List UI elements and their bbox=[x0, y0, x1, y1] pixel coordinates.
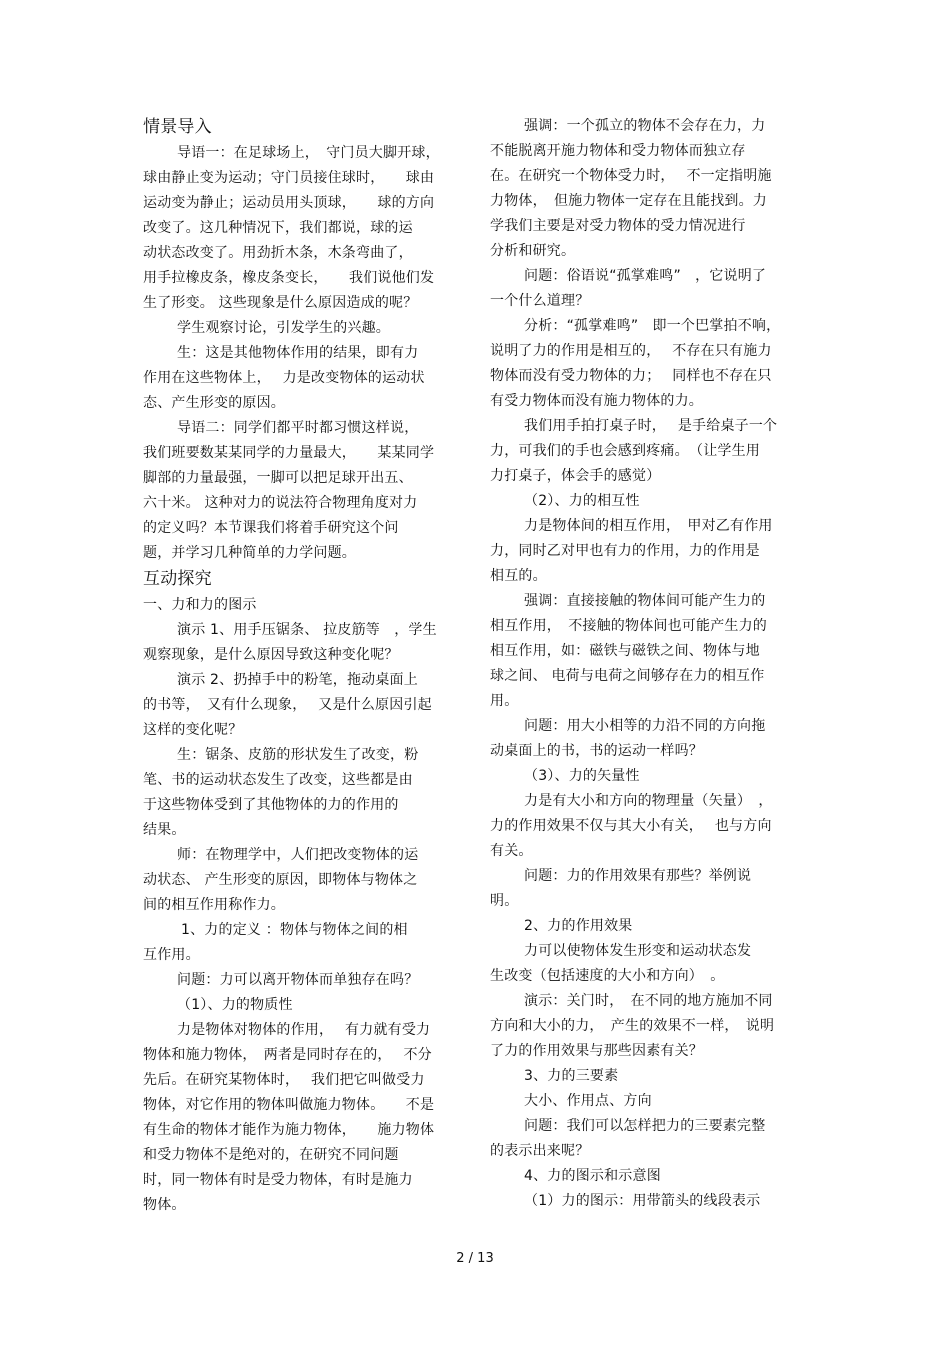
text-line: 的定义吗？本节课我们将着手研究这个问 bbox=[143, 520, 399, 536]
text-line: 于这些物体受到了其他物体的力的作用的 bbox=[143, 797, 399, 813]
text-line: 学生观察讨论，引发学生的兴趣。 bbox=[177, 320, 390, 336]
text-line: 题，并学习几种简单的力学问题。 bbox=[143, 545, 356, 561]
text-line: 运动变为静止；运动员用头顶球， 球的方向 bbox=[143, 195, 435, 211]
text-line: 了力的作用效果与那些因素有关？ bbox=[490, 1043, 703, 1059]
text-line: 先后。在研究某物体时， 我们把它叫做受力 bbox=[143, 1072, 425, 1088]
text-line: 互作用。 bbox=[143, 947, 200, 963]
text-line: 物体。 bbox=[143, 1197, 186, 1213]
text-line: 学我们主要是对受力物体的受力情况进行 bbox=[490, 218, 746, 234]
text-line: 动状态、 产生形变的原因，即物体与物体之 bbox=[143, 872, 418, 888]
text-line: 强调：直接接触的物体间可能产生力的 bbox=[524, 593, 766, 609]
definition-heading: 1、力的定义 ：物体与物体之间的相 bbox=[181, 922, 408, 938]
text-line: 物体而没有受力物体的力； 同样也不存在只 bbox=[490, 368, 772, 384]
text-line: 生：锯条、皮筋的形状发生了改变，粉 bbox=[177, 747, 419, 763]
text-line: 分析和研究。 bbox=[490, 243, 576, 259]
text-line: 相互作用， 不接触的物体间也可能产生力的 bbox=[490, 618, 767, 634]
text-line: 问题：用大小相等的力沿不同的方向拖 bbox=[524, 718, 766, 734]
text-line: 有生命的物体才能作为施力物体， 施力物体 bbox=[143, 1122, 435, 1138]
text-line: 间的相互作用称作力。 bbox=[143, 897, 285, 913]
text-line: 导语二：同学们都平时都习惯这样说， bbox=[177, 420, 419, 436]
text-line: 六十米。 这种对力的说法符合物理角度对力 bbox=[143, 495, 418, 511]
text-line: 我们班要数某某同学的力量最大， 某某同学 bbox=[143, 445, 435, 461]
text-line: 改变了。这几种情况下，我们都说，球的运 bbox=[143, 220, 413, 236]
text-line: 球由静止变为运动；守门员接住球时， 球由 bbox=[143, 170, 435, 186]
section-heading-intro: 情景导入 bbox=[143, 117, 212, 137]
text-line: 结果。 bbox=[143, 822, 186, 838]
text-line: 动状态改变了。用劲折木条，木条弯曲了， bbox=[143, 245, 413, 261]
text-line: 方向和大小的力， 产生的效果不一样， 说明 bbox=[490, 1018, 775, 1034]
text-line: 演示 2、扔掉手中的粉笔，拖动桌面上 bbox=[177, 672, 418, 688]
text-line: 问题：力可以离开物体而单独存在吗？ bbox=[177, 972, 419, 988]
text-line: 生：这是其他物体作用的结果，即有力 bbox=[177, 345, 419, 361]
text-line: 分析：“孤掌难鸣” 即一个巴掌拍不响， bbox=[524, 318, 781, 334]
text-line: 明。 bbox=[490, 893, 519, 909]
text-line: 观察现象，是什么原因导致这种变化呢？ bbox=[143, 647, 399, 663]
text-line: 和受力物体不是绝对的，在研究不同问题 bbox=[143, 1147, 399, 1163]
text-line: 态、产生形变的原因。 bbox=[143, 395, 285, 411]
text-line: 问题：俗语说“孤掌难鸣” ，它说明了 bbox=[524, 268, 767, 284]
text-line: 不能脱离开施力物体和受力物体而独立存 bbox=[490, 143, 746, 159]
text-line: 用手拉橡皮条，橡皮条变长， 我们说他们发 bbox=[143, 270, 435, 286]
subheading: 4、力的图示和示意图 bbox=[524, 1168, 661, 1184]
text-line: 师：在物理学中，人们把改变物体的运 bbox=[177, 847, 419, 863]
text-line: 的书等， 又有什么现象， 又是什么原因引起 bbox=[143, 697, 432, 713]
text-line: 问题：我们可以怎样把力的三要素完整 bbox=[524, 1118, 766, 1134]
section-heading-explore: 互动探究 bbox=[143, 569, 212, 589]
subheading: （2）、力的相互性 bbox=[524, 493, 640, 509]
text-line: 的表示出来呢？ bbox=[490, 1143, 590, 1159]
text-line: 力，可我们的手也会感到疼痛。 （让学生用 bbox=[490, 443, 760, 459]
text-line: 有受力物体而没有施力物体的力。 bbox=[490, 393, 703, 409]
subheading: 2、力的作用效果 bbox=[524, 918, 633, 934]
text-line: 演示 1、用手压锯条、 拉皮筋等 ，学生 bbox=[177, 622, 437, 638]
text-line: 相互的。 bbox=[490, 568, 547, 584]
subheading: （3）、力的矢量性 bbox=[524, 768, 640, 784]
subheading: 3、力的三要素 bbox=[524, 1068, 619, 1084]
text-line: 力是物体间的相互作用， 甲对乙有作用 bbox=[524, 518, 773, 534]
text-line: 力是有大小和方向的物理量（矢量） ， bbox=[524, 793, 773, 809]
text-line: （1）力的图示：用带箭头的线段表示 bbox=[524, 1193, 761, 1209]
text-line: 这样的变化呢？ bbox=[143, 722, 243, 738]
subheading: （1）、力的物质性 bbox=[177, 997, 293, 1013]
text-line: 相互作用，如：磁铁与磁铁之间、物体与地 bbox=[490, 643, 760, 659]
text-line: 导语一：在足球场上， 守门员大脚开球， bbox=[177, 145, 440, 161]
text-line: 力是物体对物体的作用， 有力就有受力 bbox=[177, 1022, 431, 1038]
text-line: 生了形变。 这些现象是什么原因造成的呢？ bbox=[143, 295, 418, 311]
text-line: 物体，对它作用的物体叫做施力物体。 不是 bbox=[143, 1097, 435, 1113]
text-line: 大小、作用点、方向 bbox=[524, 1093, 652, 1109]
right-column bbox=[490, 114, 808, 1214]
text-line: 球之间、 电荷与电荷之间够存在力的相互作 bbox=[490, 668, 765, 684]
text-line: 用。 bbox=[490, 693, 519, 709]
text-line: 演示：关门时， 在不同的地方施加不同 bbox=[524, 993, 773, 1009]
page-number: 2 / 13 bbox=[456, 1251, 494, 1266]
text-line: 说明了力的作用是相互的， 不存在只有施力 bbox=[490, 343, 772, 359]
text-line: 动桌面上的书，书的运动一样吗？ bbox=[490, 743, 703, 759]
text-line: 问题：力的作用效果有那些？举例说 bbox=[524, 868, 752, 884]
text-line: 力的作用效果不仅与其大小有关， 也与方向 bbox=[490, 818, 772, 834]
text-line: 力，同时乙对甲也有力的作用，力的作用是 bbox=[490, 543, 760, 559]
text-line: 力物体， 但施力物体一定存在且能找到。力 bbox=[490, 193, 767, 209]
text-line: 笔、书的运动状态发生了改变，这些都是由 bbox=[143, 772, 413, 788]
text-line: 时，同一物体有时是受力物体，有时是施力 bbox=[143, 1172, 413, 1188]
text-line: 一个什么道理？ bbox=[490, 293, 590, 309]
text-line: 作用在这些物体上， 力是改变物体的运动状 bbox=[143, 370, 425, 386]
text-line: 在。在研究一个物体受力时， 不一定指明施 bbox=[490, 168, 772, 184]
text-line: 有关。 bbox=[490, 843, 533, 859]
text-line: 我们用手拍打桌子时， 是手给桌子一个 bbox=[524, 418, 778, 434]
text-line: 力打桌子，体会手的感觉） bbox=[490, 468, 661, 484]
left-column bbox=[143, 114, 458, 1218]
text-line: 生改变（包括速度的大小和方向） 。 bbox=[490, 968, 725, 984]
text-line: 脚部的力量最强，一脚可以把足球开出五、 bbox=[143, 470, 413, 486]
text-line: 强调：一个孤立的物体不会存在力，力 bbox=[524, 118, 766, 134]
text-line: 物体和施力物体， 两者是同时存在的， 不分 bbox=[143, 1047, 432, 1063]
subheading: 一、力和力的图示 bbox=[143, 597, 257, 613]
text-line: 力可以使物体发生形变和运动状态发 bbox=[524, 943, 752, 959]
